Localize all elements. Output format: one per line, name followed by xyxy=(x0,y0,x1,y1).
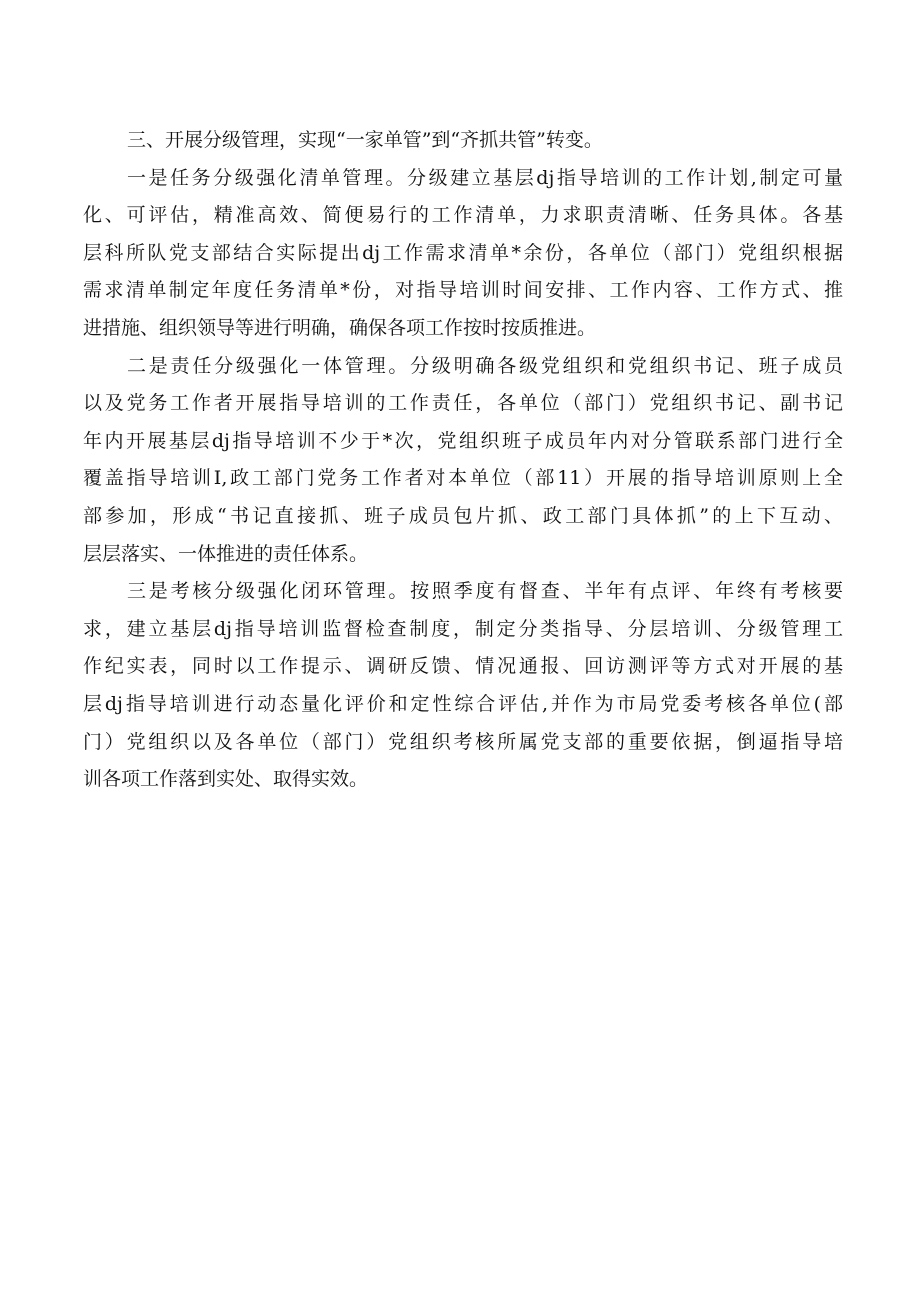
paragraph-line: 门）党组织以及各单位（部门）党组织考核所属党支部的重要依据，倒逼指导培 xyxy=(83,730,843,753)
paragraph-responsibility-grading xyxy=(83,348,843,574)
paragraph-line: 以及党务工作者开展指导培训的工作责任，各单位（部门）党组织书记、副书记 xyxy=(83,392,843,415)
paragraph-line: 层dj指导培训进行动态量化评价和定性综合评估,并作为市局党委考核各单位(部 xyxy=(83,692,843,715)
paragraph-line: 求，建立基层dj指导培训监督检查制度，制定分类指导、分层培训、分级管理工 xyxy=(83,617,843,640)
section-heading xyxy=(83,122,843,160)
paragraph-line: 部参加，形成“书记直接抓、班子成员包片抓、政工部门具体抓”的上下互动、 xyxy=(83,504,843,527)
paragraph-line: 二是责任分级强化一体管理。分级明确各级党组织和党组织书记、班子成员 xyxy=(127,354,843,377)
paragraph-line: 作纪实表，同时以工作提示、调研反馈、情况通报、回访测评等方式对开展的基 xyxy=(83,655,843,678)
paragraph-line: 化、可评估，精准高效、简便易行的工作清单，力求职责清晰、任务具体。各基 xyxy=(83,204,843,227)
paragraph-line: 三是考核分级强化闭环管理。按照季度有督查、半年有点评、年终有考核要 xyxy=(127,580,843,603)
paragraph-line: 一是任务分级强化清单管理。分级建立基层dj指导培训的工作计划,制定可量 xyxy=(127,166,843,189)
paragraph-line: 训各项工作落到实处、取得实效。 xyxy=(83,768,369,791)
document-body xyxy=(83,122,843,799)
paragraph-line: 需求清单制定年度任务清单*份，对指导培训时间安排、工作内容、工作方式、推 xyxy=(83,279,843,302)
paragraph-line: 层科所队党支部结合实际提出dj工作需求清单*余份，各单位（部门）党组织根据 xyxy=(83,241,843,264)
paragraph-task-grading xyxy=(83,160,843,348)
heading-text: 三、开展分级管理，实现“一家单管”到“齐抓共管”转变。 xyxy=(127,129,603,151)
paragraph-assessment-grading xyxy=(83,573,843,799)
paragraph-line: 覆盖指导培训I,政工部门党务工作者对本单位（部11）开展的指导培训原则上全 xyxy=(83,467,843,490)
paragraph-line: 层层落实、一体推进的责任体系。 xyxy=(83,542,369,565)
paragraph-line: 进措施、组织领导等进行明确，确保各项工作按时按质推进。 xyxy=(83,316,597,339)
paragraph-line: 年内开展基层dj指导培训不少于*次，党组织班子成员年内对分管联系部门进行全 xyxy=(83,429,843,452)
